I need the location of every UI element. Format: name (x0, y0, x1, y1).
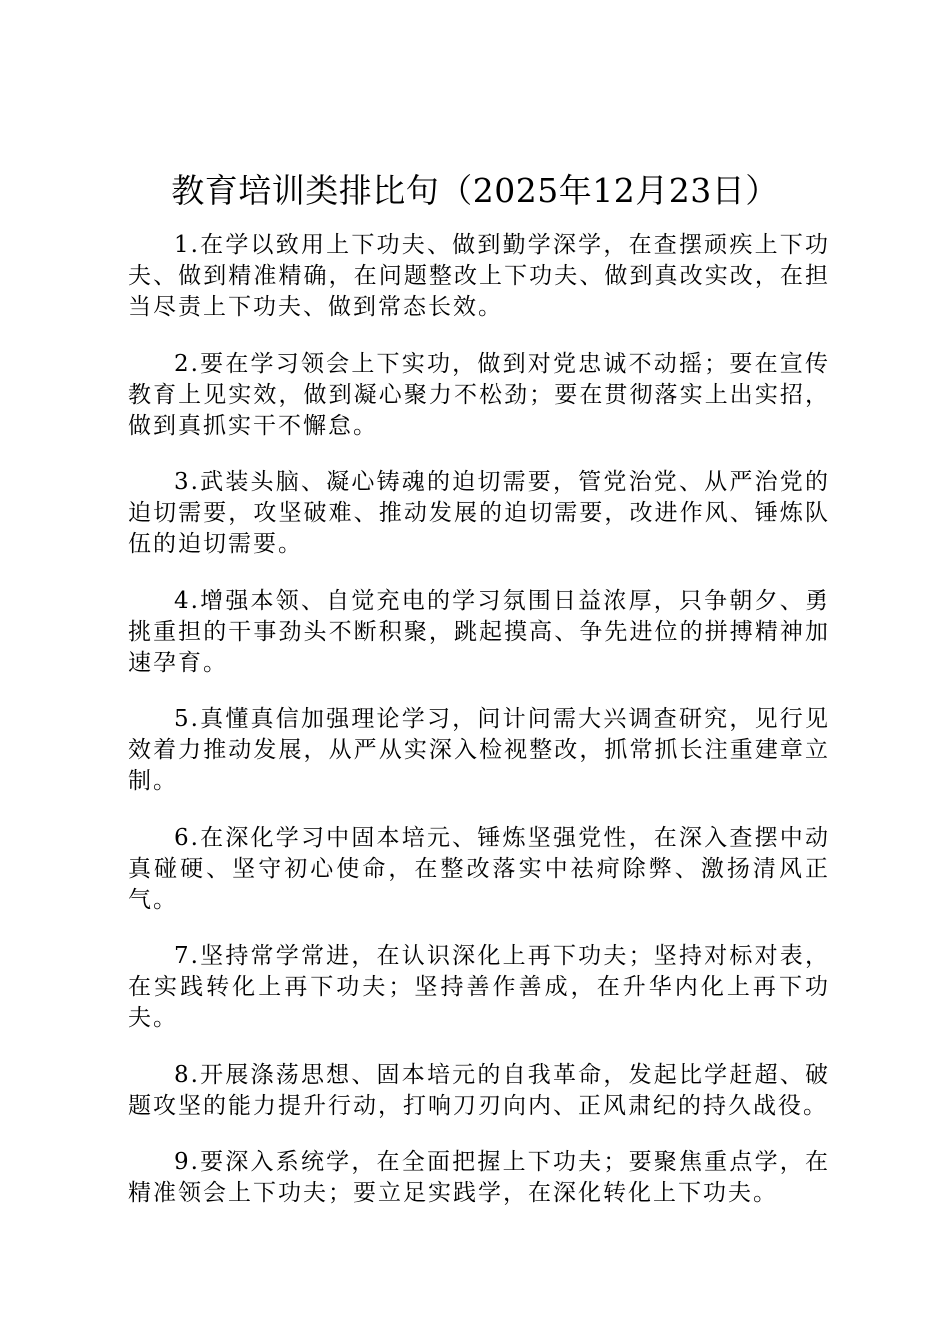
list-item: 5.真懂真信加强理论学习，问计问需大兴调查研究，见行见效着力推动发展，从严从实深入检视整改，抓常抓长注重建章立制。 (128, 706, 830, 794)
list-item: 9.要深入系统学，在全面把握上下功夫；要聚焦重点学，在精准领会上下功夫；要立足实践学，在深化转化上下功夫。 (128, 1149, 830, 1206)
list-item: 1.在学以致用上下功夫、做到勤学深学，在查摆顽疾上下功夫、做到精准精确，在问题整改上下功夫、做到真改实改，在担当尽责上下功夫、做到常态长效。 (128, 232, 830, 320)
document-title: 教育培训类排比句（2025年12月23日） (171, 171, 779, 210)
document-body (128, 230, 830, 1235)
list-item: 8.开展涤荡思想、固本培元的自我革命，发起比学赶超、破题攻坚的能力提升行动，打响刀刃向内、正风肃纪的持久战役。 (128, 1061, 830, 1119)
list-item: 4.增强本领、自觉充电的学习氛围日益浓厚，只争朝夕、勇挑重担的干事劲头不断积聚，跳起摸高、争先进位的拼搏精神加速孕育。 (128, 587, 830, 676)
list-item: 3.武装头脑、凝心铸魂的迫切需要，管党治党、从严治党的迫切需要，攻坚破难、推动发展的迫切需要，改进作风、锤炼队伍的迫切需要。 (128, 469, 830, 557)
list-item: 2.要在学习领会上下实功，做到对党忠诚不动摇；要在宣传教育上见实效，做到凝心聚力不松劲；要在贯彻落实上出实招，做到真抓实干不懈怠。 (128, 350, 830, 439)
list-item: 7.坚持常学常进，在认识深化上再下功夫；坚持对标对表，在实践转化上再下功夫；坚持善作善成，在升华内化上再下功夫。 (128, 943, 830, 1031)
list-item: 6.在深化学习中固本培元、锤炼坚强党性，在深入查摆中动真碰硬、坚守初心使命，在整改落实中祛疴除弊、激扬清风正气。 (128, 824, 830, 913)
